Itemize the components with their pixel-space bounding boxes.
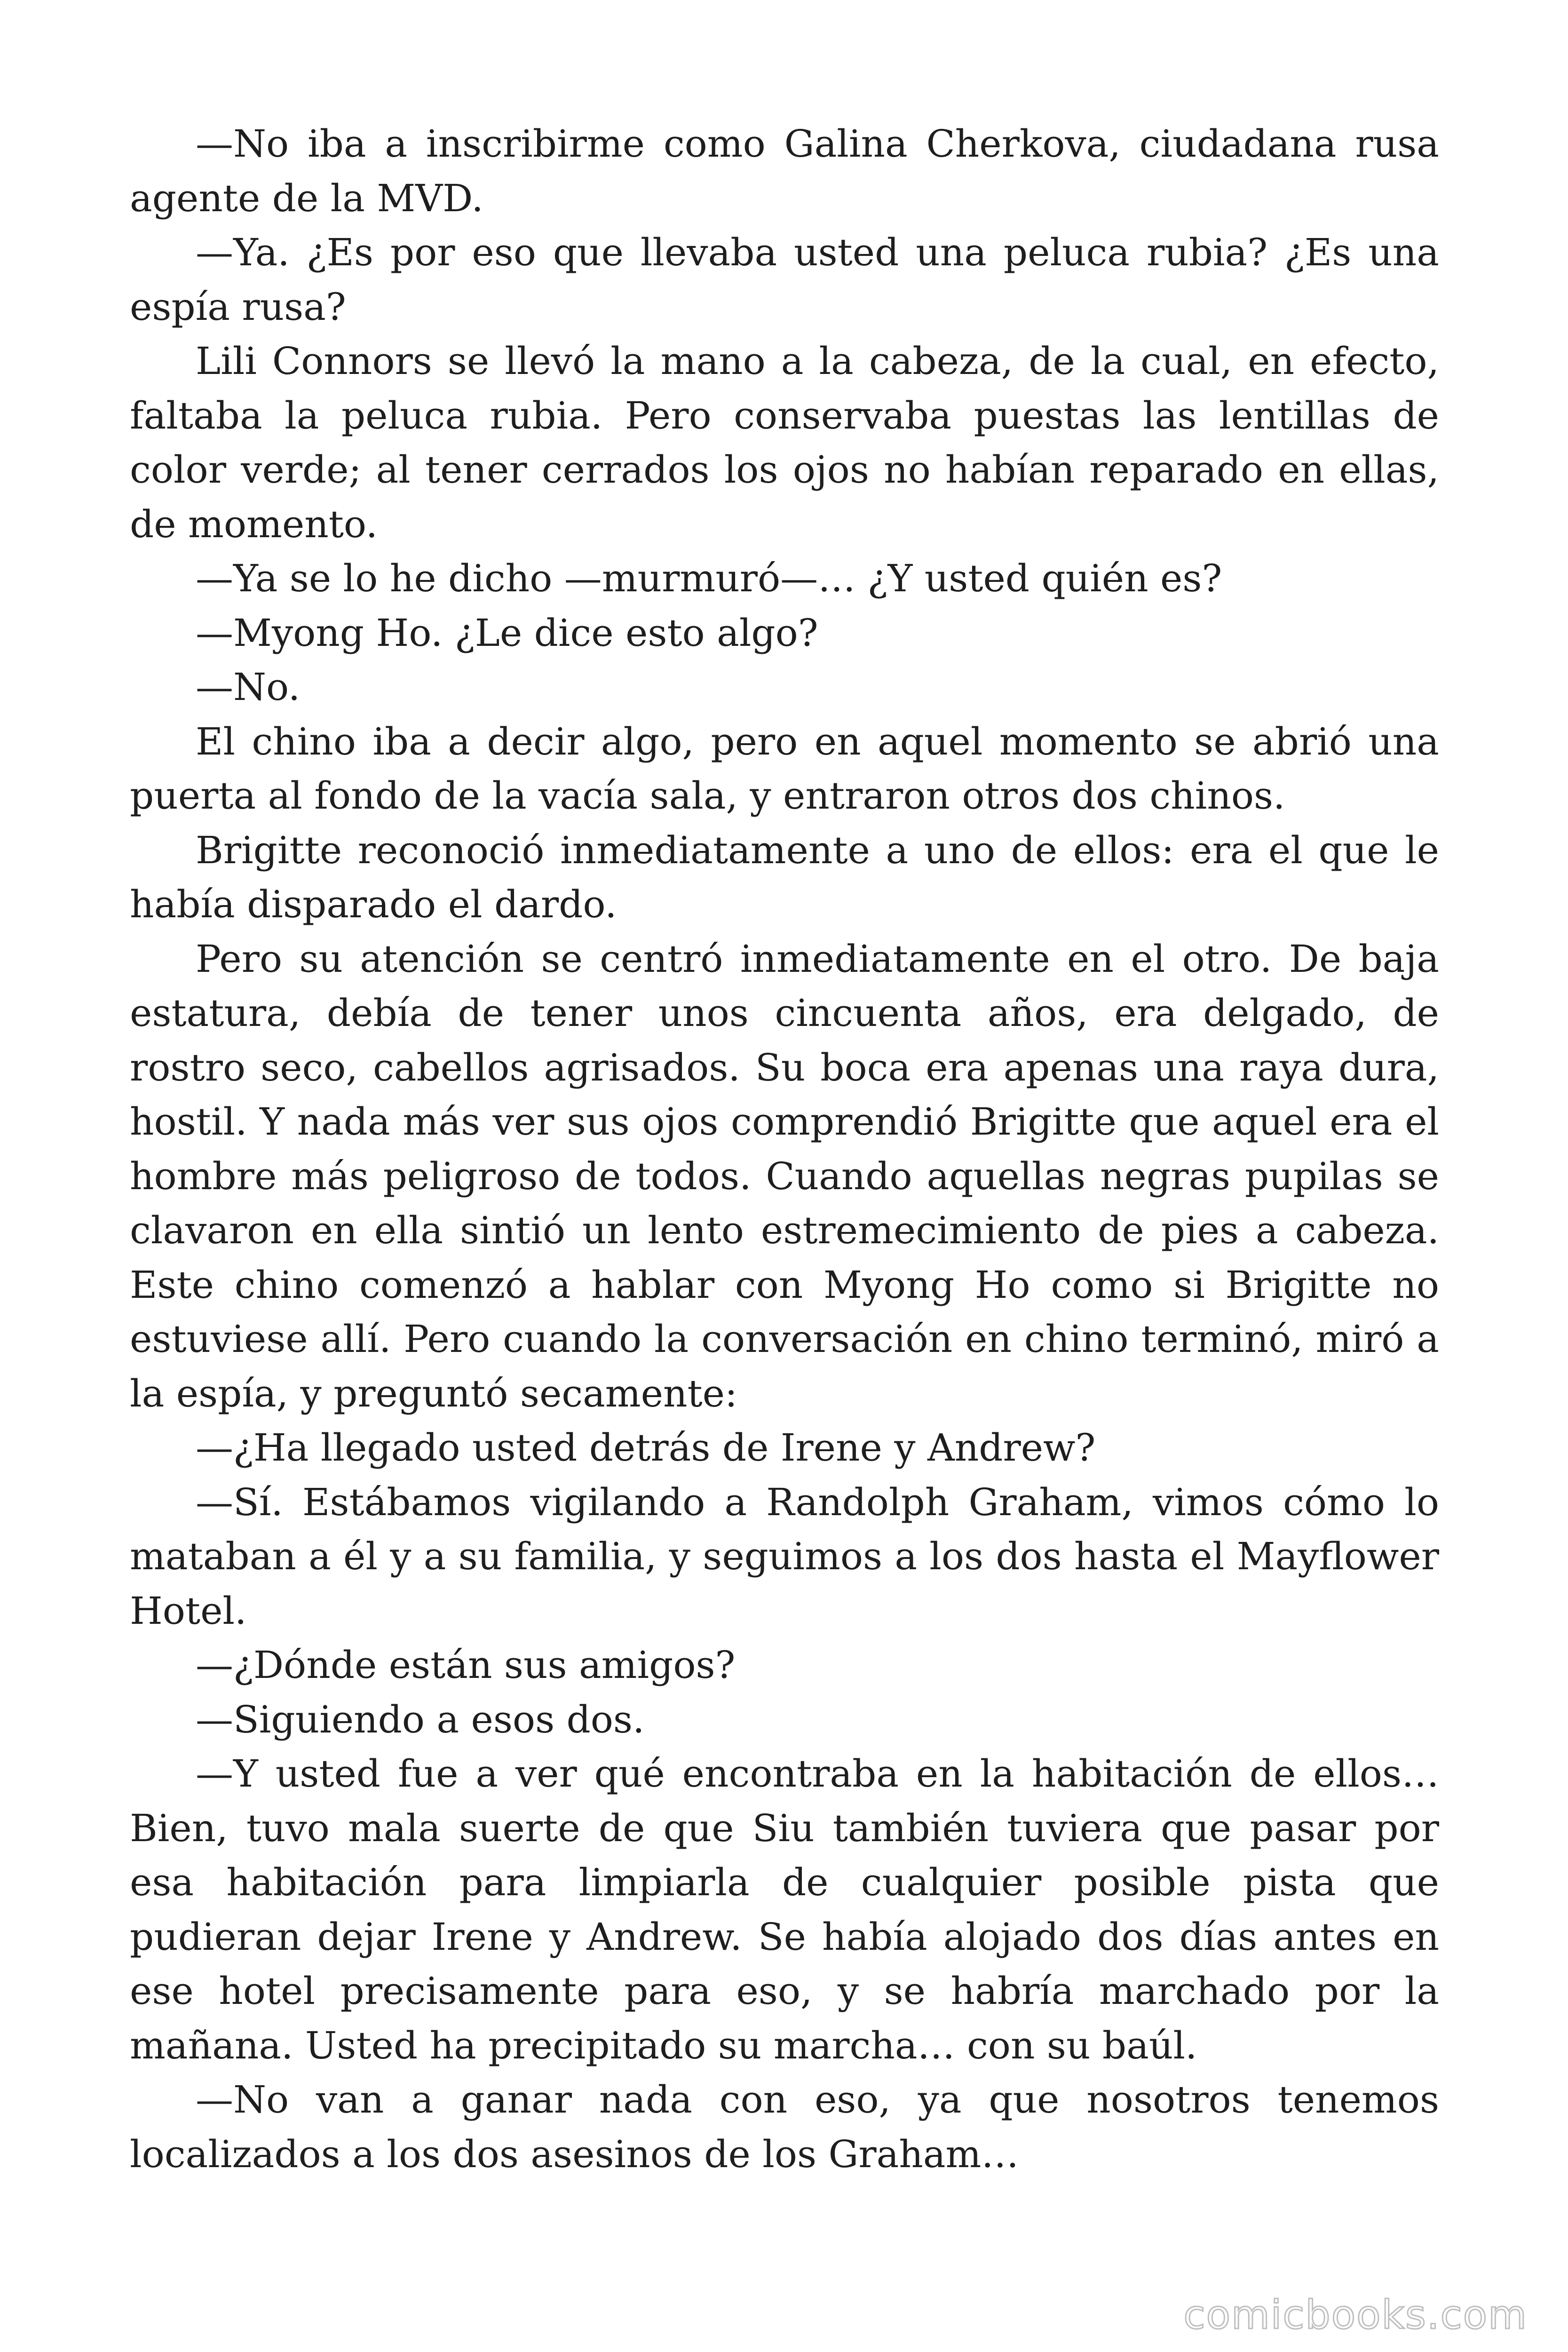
paragraph: —Sí. Estábamos vigilando a Randolph Graham, vimos cómo lo mataban a él y a su familia, y seguimos a los dos hasta el Mayflower Hotel. bbox=[130, 1480, 1439, 1633]
paragraph: Lili Connors se llevó la mano a la cabeza, de la cual, en efecto, faltaba la peluca rubia. Pero conservaba puestas las lentillas de color verde; al tener cerrados los ojos no habían reparado en ellas, de momento. bbox=[130, 339, 1439, 546]
paragraph: —¿Dónde están sus amigos? bbox=[196, 1643, 736, 1687]
paragraph: —Myong Ho. ¿Le dice esto algo? bbox=[196, 611, 818, 655]
paragraph: Pero su atención se centró inmediatamente en el otro. De baja estatura, debía de tener unos cincuenta años, era delgado, de rostro seco, cabellos agrisados. Su boca era apenas una raya dura, hostil. Y nada más ver sus ojos comprendió Brigitte que aquel era el hombre más peligroso de todos. Cuando aquellas negras pupilas se clavaron en ella sintió un lento estremecimiento de pies a cabeza. Este chino comenzó a hablar con Myong Ho como si Brigitte no estuviese allí. Pero cuando la conversación en chino terminó, miró a la espía, y preguntó secamente: bbox=[130, 937, 1439, 1415]
paragraph: El chino iba a decir algo, pero en aquel momento se abrió una puerta al fondo de la vacía sala, y entraron otros dos chinos. bbox=[130, 719, 1439, 818]
paragraph: —¿Ha llegado usted detrás de Irene y Andrew? bbox=[196, 1426, 1096, 1470]
paragraph: —Siguiendo a esos dos. bbox=[196, 1697, 645, 1741]
watermark: comicbooks.com bbox=[1183, 2292, 1528, 2338]
paragraph: Brigitte reconoció inmediatamente a uno de ellos: era el que le había disparado el dardo. bbox=[130, 828, 1439, 926]
body-text bbox=[130, 117, 1439, 2181]
paragraph: —Ya se lo he dicho —murmuró—… ¿Y usted quién es? bbox=[196, 556, 1222, 600]
paragraph: —No iba a inscribirme como Galina Cherkova, ciudadana rusa agente de la MVD. bbox=[130, 122, 1439, 220]
paragraph: —Ya. ¿Es por eso que llevaba usted una peluca rubia? ¿Es una espía rusa? bbox=[130, 230, 1439, 329]
paragraph: —Y usted fue a ver qué encontraba en la habitación de ellos… Bien, tuvo mala suerte de que Siu también tuviera que pasar por esa habitación para limpiarla de cualquier posible pista que pudieran dejar Irene y Andrew. Se había alojado dos días antes en ese hotel precisamente para eso, y se habría marchado por la mañana. Usted ha precipitado su marcha… con su baúl. bbox=[130, 1752, 1439, 2067]
paragraph: —No van a ganar nada con eso, ya que nosotros tenemos localizados a los dos asesinos de los Graham… bbox=[130, 2078, 1439, 2176]
paragraph: —No. bbox=[196, 665, 301, 709]
